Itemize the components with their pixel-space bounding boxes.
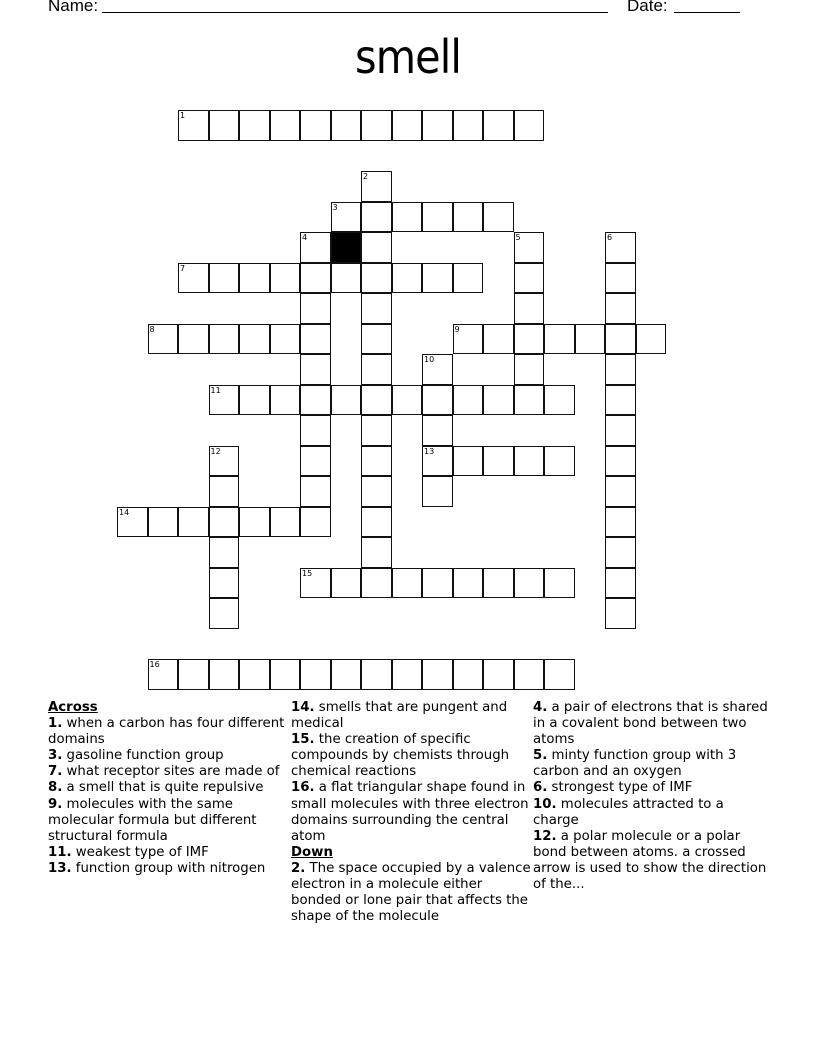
grid-cell[interactable]	[422, 659, 453, 690]
grid-cell[interactable]	[331, 263, 362, 294]
grid-cell[interactable]	[483, 385, 514, 416]
grid-cell[interactable]	[117, 507, 148, 538]
grid-cell[interactable]	[209, 507, 240, 538]
grid-cell[interactable]	[544, 446, 575, 477]
grid-cell[interactable]	[361, 507, 392, 538]
grid-cell[interactable]	[239, 324, 270, 355]
grid-cell[interactable]	[300, 110, 331, 141]
grid-cell[interactable]	[209, 476, 240, 507]
grid-cell[interactable]	[270, 385, 301, 416]
clue-number: 1	[180, 111, 186, 120]
clue-number: 9	[454, 324, 460, 334]
grid-cell[interactable]	[178, 324, 209, 355]
grid-cell[interactable]	[270, 507, 301, 538]
grid-cell[interactable]	[514, 354, 545, 385]
grid-cell[interactable]	[209, 110, 240, 141]
grid-cell[interactable]	[422, 354, 453, 385]
grid-cell[interactable]	[605, 324, 636, 355]
grid-cell[interactable]	[605, 476, 636, 507]
grid-cell[interactable]	[361, 537, 392, 568]
grid-cell[interactable]	[605, 446, 636, 477]
grid-cell[interactable]	[453, 263, 484, 294]
grid-cell[interactable]	[483, 659, 514, 690]
grid-cell[interactable]	[544, 659, 575, 690]
clue-number: 5	[515, 233, 521, 242]
clue-number: 16	[149, 660, 160, 669]
grid-cell[interactable]	[605, 293, 636, 324]
clue-across-8: 8. a smell that is quite repulsive	[48, 780, 264, 796]
grid-cell[interactable]	[361, 324, 392, 355]
grid-cell[interactable]	[605, 598, 636, 629]
grid-cell[interactable]	[483, 568, 514, 599]
clue-number: 2	[363, 172, 369, 181]
clue-across-16: 16. a flat triangular shape found in small molecules with three electron domains surrounding the central atom	[291, 780, 529, 844]
clue-across-15: 15. the creation of specific compounds by chemists through chemical reactions	[291, 732, 510, 780]
clue-number: 11	[210, 385, 221, 395]
grid-cell[interactable]	[544, 568, 575, 599]
grid-cell[interactable]	[605, 507, 636, 538]
across-heading: Across	[48, 700, 98, 715]
clue-number: 6	[607, 233, 613, 242]
puzzle-title: smell	[355, 30, 461, 84]
grid-cell[interactable]	[209, 659, 240, 690]
grid-cell[interactable]	[300, 568, 331, 599]
grid-cell[interactable]	[361, 659, 392, 690]
grid-cell[interactable]	[392, 659, 423, 690]
grid-cell[interactable]	[422, 385, 453, 416]
grid-cell[interactable]	[300, 385, 331, 416]
clue-down-10: 10. molecules attracted to a charge	[533, 796, 724, 828]
grid-cell[interactable]	[300, 415, 331, 446]
grid-cell[interactable]	[148, 507, 179, 538]
clue-number: 12	[210, 446, 221, 456]
grid-cell[interactable]	[270, 110, 301, 141]
grid-cell[interactable]	[605, 415, 636, 446]
grid-cell[interactable]	[209, 446, 240, 477]
clue-across-14: 14. smells that are pungent and medical	[291, 700, 508, 732]
grid-cell[interactable]	[239, 507, 270, 538]
grid-cell[interactable]	[270, 263, 301, 294]
grid-cell[interactable]	[483, 324, 514, 355]
grid-cell[interactable]	[361, 354, 392, 385]
grid-cell[interactable]	[300, 354, 331, 385]
grid-cell[interactable]	[300, 232, 331, 263]
clue-down-4: 4. a pair of electrons that is shared in a covalent bond between two atoms	[533, 700, 768, 748]
grid-cell[interactable]	[605, 537, 636, 568]
grid-cell[interactable]	[209, 537, 240, 568]
grid-cell[interactable]	[453, 568, 484, 599]
grid-cell[interactable]	[422, 415, 453, 446]
clues-column-1	[48, 700, 288, 877]
grid-cell[interactable]	[361, 385, 392, 416]
grid-cell[interactable]	[331, 202, 362, 233]
grid-cell[interactable]	[300, 476, 331, 507]
date-label: Date:	[627, 0, 668, 15]
grid-cell[interactable]	[544, 385, 575, 416]
grid-cell[interactable]	[331, 659, 362, 690]
clue-number: 4	[302, 233, 308, 242]
grid-cell[interactable]	[361, 476, 392, 507]
grid-cell[interactable]	[300, 293, 331, 324]
grid-cell[interactable]	[514, 446, 545, 477]
grid-cell[interactable]	[483, 110, 514, 141]
grid-cell[interactable]	[605, 354, 636, 385]
grid-cell[interactable]	[544, 324, 575, 355]
grid-cell[interactable]	[514, 110, 545, 141]
grid-cell[interactable]	[636, 324, 667, 355]
grid-cell[interactable]	[178, 659, 209, 690]
grid-cell[interactable]	[422, 476, 453, 507]
grid-cell[interactable]	[453, 446, 484, 477]
grid-cell[interactable]	[392, 110, 423, 141]
grid-cell[interactable]	[392, 263, 423, 294]
clue-number: 15	[302, 568, 313, 578]
grid-cell[interactable]	[361, 293, 392, 324]
grid-cell[interactable]	[331, 110, 362, 141]
clue-down-5: 5. minty function group with 3 carbon and an oxygen	[533, 748, 737, 780]
grid-cell[interactable]	[209, 568, 240, 599]
clue-number: 3	[332, 202, 338, 212]
clue-across-3: 3. gasoline function group	[48, 748, 224, 764]
clue-number: 13	[424, 446, 435, 456]
grid-cell[interactable]	[361, 446, 392, 477]
grid-cell[interactable]	[422, 110, 453, 141]
grid-cell[interactable]	[361, 415, 392, 446]
grid-cell[interactable]	[483, 202, 514, 233]
grid-cell[interactable]	[239, 659, 270, 690]
grid-cell[interactable]	[270, 324, 301, 355]
grid-cell[interactable]	[178, 507, 209, 538]
name-label: Name:	[48, 0, 99, 15]
block-cell	[331, 232, 362, 263]
grid-cell[interactable]	[422, 202, 453, 233]
clue-down-6: 6. strongest type of IMF	[533, 780, 693, 796]
down-heading: Down	[291, 844, 333, 860]
clue-number: 7	[180, 263, 186, 273]
grid-cell[interactable]	[239, 263, 270, 294]
grid-cell[interactable]	[239, 385, 270, 416]
grid-cell[interactable]	[392, 568, 423, 599]
grid-cell[interactable]	[300, 324, 331, 355]
grid-cell[interactable]	[605, 385, 636, 416]
clue-number: 8	[149, 324, 155, 334]
grid-cell[interactable]	[453, 659, 484, 690]
grid-cell[interactable]	[239, 110, 270, 141]
grid-cell[interactable]	[148, 659, 179, 690]
grid-cell[interactable]	[514, 232, 545, 263]
grid-cell[interactable]	[209, 263, 240, 294]
grid-cell[interactable]	[453, 110, 484, 141]
grid-cell[interactable]	[453, 385, 484, 416]
grid-cell[interactable]	[300, 446, 331, 477]
grid-cell[interactable]	[605, 568, 636, 599]
grid-cell[interactable]	[300, 659, 331, 690]
grid-cell[interactable]	[514, 568, 545, 599]
grid-cell[interactable]	[361, 263, 392, 294]
clue-down-12: 12. a polar molecule or a polar bond between atoms. a crossed arrow is used to show the direction of the...	[533, 828, 767, 893]
grid-cell[interactable]	[483, 446, 514, 477]
clues-column-2	[291, 700, 533, 925]
clue-number: 10	[424, 355, 435, 364]
grid-cell[interactable]	[392, 202, 423, 233]
clue-number: 14	[119, 507, 130, 517]
grid-cell[interactable]	[209, 324, 240, 355]
grid-cell[interactable]	[300, 263, 331, 294]
grid-cell[interactable]	[422, 446, 453, 477]
grid-cell[interactable]	[270, 659, 301, 690]
grid-cell[interactable]	[361, 171, 392, 202]
grid-cell[interactable]	[392, 385, 423, 416]
grid-cell[interactable]	[361, 568, 392, 599]
grid-cell[interactable]	[514, 263, 545, 294]
clue-across-1: 1. when a carbon has four different domains	[48, 716, 285, 748]
grid-cell[interactable]	[605, 232, 636, 263]
grid-cell[interactable]	[514, 659, 545, 690]
grid-cell[interactable]	[331, 385, 362, 416]
clue-across-9: 9. molecules with the same molecular formula but different structural formula	[48, 796, 257, 844]
grid-cell[interactable]	[453, 202, 484, 233]
grid-cell[interactable]	[422, 568, 453, 599]
grid-cell[interactable]	[209, 385, 240, 416]
grid-cell[interactable]	[148, 324, 179, 355]
grid-cell[interactable]	[331, 568, 362, 599]
grid-cell[interactable]	[178, 263, 209, 294]
clues-column-3	[533, 700, 773, 893]
grid-cell[interactable]	[575, 324, 606, 355]
grid-cell[interactable]	[361, 110, 392, 141]
grid-cell[interactable]	[178, 110, 209, 141]
grid-cell[interactable]	[422, 263, 453, 294]
grid-cell[interactable]	[514, 324, 545, 355]
clue-down-2: 2. The space occupied by a valence electron in a molecule either bonded or lone pair that affects the shape of the molecule	[291, 860, 531, 925]
clue-across-11: 11. weakest type of IMF	[48, 844, 209, 860]
grid-cell[interactable]	[605, 263, 636, 294]
grid-cell[interactable]	[453, 324, 484, 355]
grid-cell[interactable]	[514, 385, 545, 416]
clue-across-7: 7. what receptor sites are made of	[48, 764, 280, 780]
grid-cell[interactable]	[300, 507, 331, 538]
grid-cell[interactable]	[361, 232, 392, 263]
grid-cell[interactable]	[361, 202, 392, 233]
clue-across-13: 13. function group with nitrogen	[48, 860, 266, 876]
grid-cell[interactable]	[514, 293, 545, 324]
grid-cell[interactable]	[209, 598, 240, 629]
